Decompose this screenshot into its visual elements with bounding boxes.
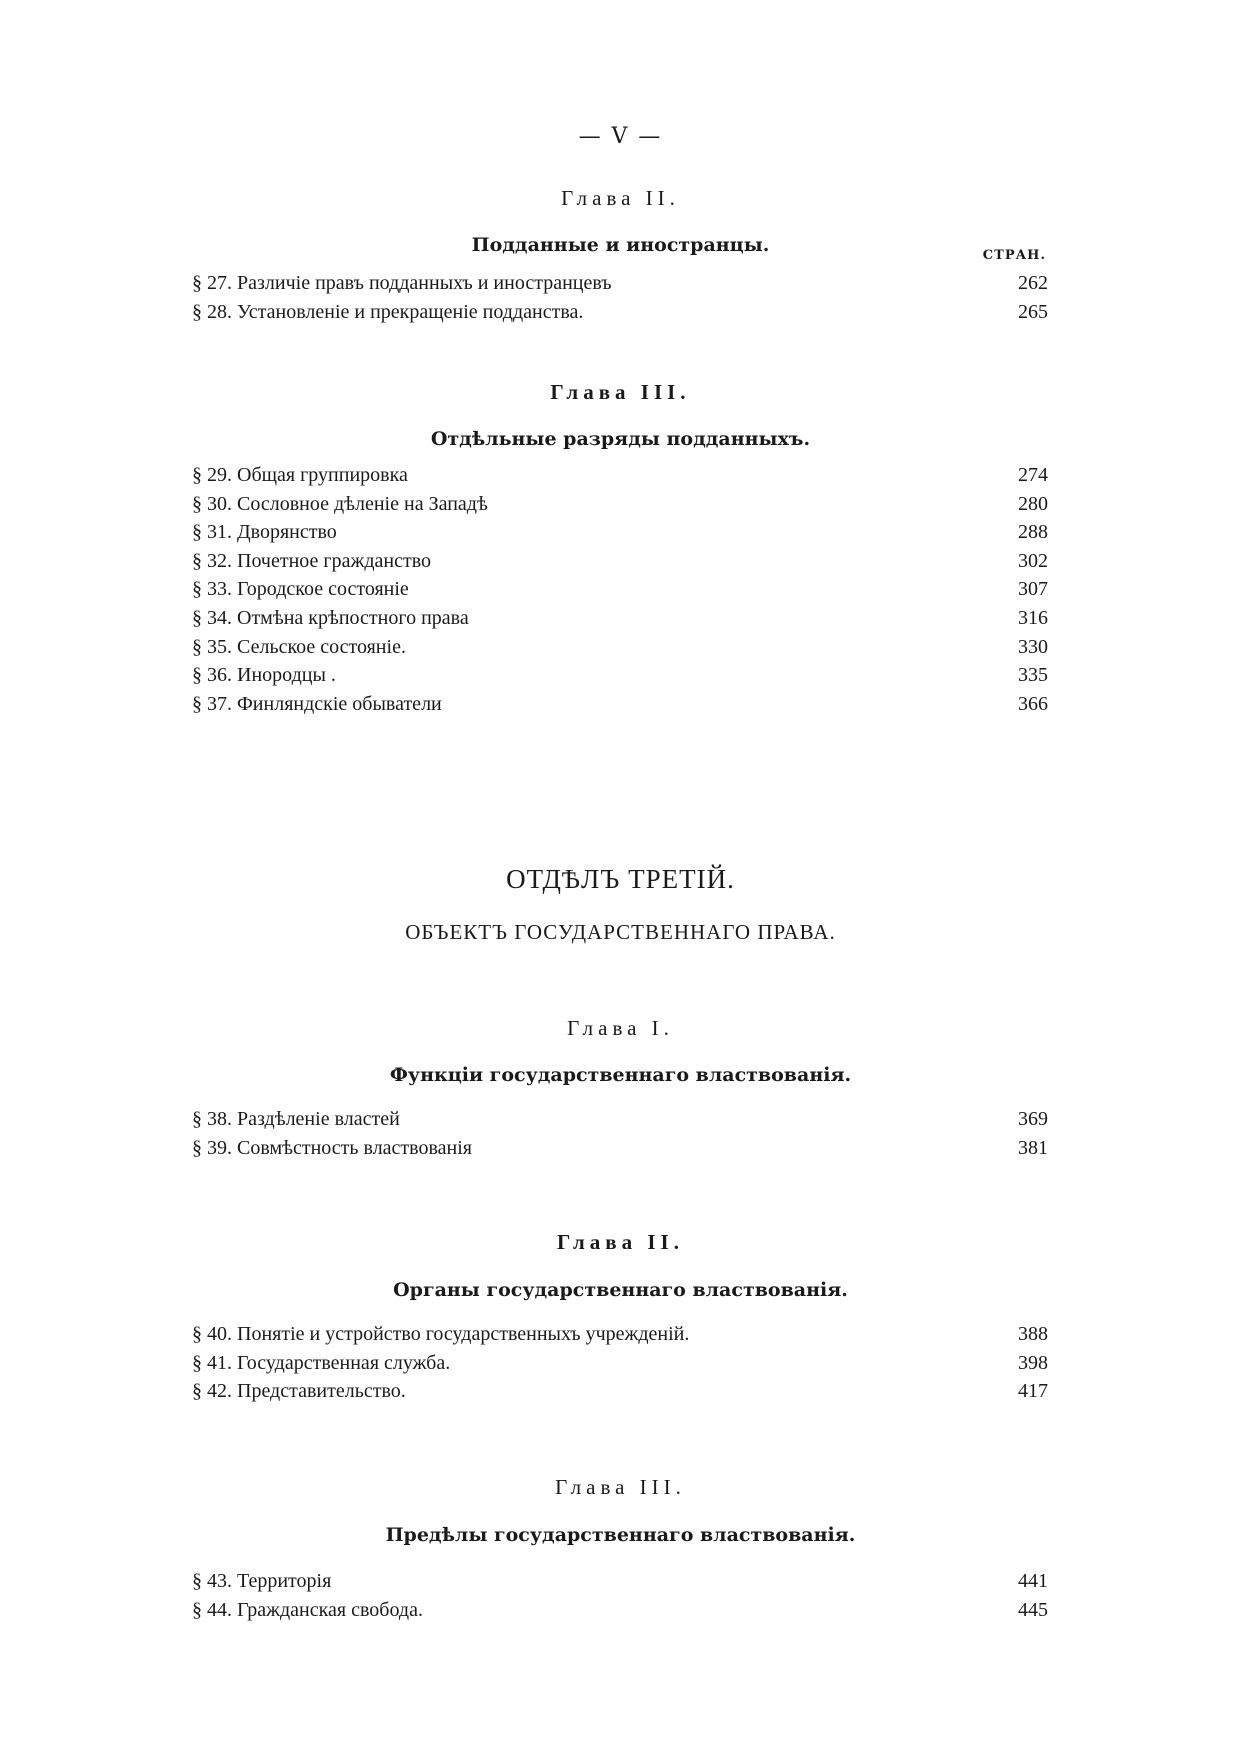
entry-page: 445 (1018, 1598, 1048, 1621)
entry-title: Государственная служба. (237, 1351, 451, 1374)
chapter-heading: Функціи государственнаго властвованія. (389, 1064, 852, 1086)
entry-title: Гражданская свобода. (237, 1598, 423, 1621)
entry-page: 388 (1018, 1323, 1048, 1345)
toc-entry[interactable] (192, 1352, 1048, 1381)
entry-page: 369 (1018, 1108, 1048, 1130)
toc-entry[interactable] (192, 301, 1048, 330)
page-column-label: СТРАН. (982, 248, 1046, 263)
chapter-title: Глава II. (557, 1230, 684, 1254)
chapter-title: Глава III. (550, 380, 691, 404)
entry-page: 335 (1018, 664, 1048, 687)
entry-page: 265 (1018, 300, 1048, 323)
entry-page: 366 (1018, 692, 1048, 715)
toc-entry[interactable] (192, 1323, 1048, 1352)
entry-title: Раздѣленіе властей (237, 1108, 400, 1130)
entry-number: § 34. (192, 606, 232, 629)
entry-number: § 29. (192, 464, 232, 486)
entry-page: 288 (1018, 521, 1048, 544)
entry-title: Понятіе и устройство государственныхъ учрежденій. (237, 1323, 690, 1345)
toc-entry[interactable] (192, 521, 1048, 550)
toc-entry-list (192, 1323, 1048, 1409)
toc-entry[interactable] (192, 1380, 1048, 1409)
toc-entry[interactable] (192, 493, 1048, 522)
toc-entry-list (192, 1108, 1048, 1165)
entry-number: § 42. (192, 1380, 232, 1403)
entry-page: 398 (1018, 1351, 1048, 1374)
chapter-heading: Подданные и иностранцы. (471, 234, 770, 256)
toc-entry[interactable] (192, 693, 1048, 722)
toc-entry[interactable] (192, 664, 1048, 693)
entry-number: § 37. (192, 692, 232, 715)
entry-number: § 27. (192, 272, 232, 294)
entry-number: § 38. (192, 1108, 232, 1130)
chapter-title: Глава I. (567, 1016, 674, 1040)
entry-page: 441 (1018, 1570, 1048, 1592)
chapter-title: Глава III. (555, 1475, 686, 1499)
entry-title: Городское состояніе (237, 578, 409, 601)
entry-number: § 36. (192, 664, 232, 687)
toc-entry[interactable] (192, 607, 1048, 636)
entry-title: Инородцы . (237, 664, 336, 687)
entry-number: § 35. (192, 635, 232, 658)
toc-entry[interactable] (192, 1137, 1048, 1166)
entry-number: § 28. (192, 300, 232, 323)
entry-number: § 40. (192, 1323, 232, 1345)
part-title: ОТДѢЛЪ ТРЕТІЙ. (506, 864, 735, 894)
entry-page: 307 (1018, 578, 1048, 601)
entry-number: § 44. (192, 1598, 232, 1621)
toc-entry-list (192, 1570, 1048, 1627)
chapter-heading: Предѣлы государственнаго властвованія. (385, 1524, 856, 1546)
entry-number: § 43. (192, 1570, 232, 1592)
part-subtitle: ОБЪЕКТЪ ГОСУДАРСТВЕННАГО ПРАВА. (405, 920, 836, 944)
entry-page: 417 (1018, 1380, 1048, 1403)
entry-title: Почетное гражданство (237, 549, 432, 572)
entry-number: § 41. (192, 1351, 232, 1374)
entry-title: Представительство. (237, 1380, 406, 1403)
toc-entry-list (192, 464, 1048, 721)
toc-entry[interactable] (192, 550, 1048, 579)
chapter-title: Глава II. (561, 186, 680, 210)
entry-number: § 30. (192, 492, 232, 515)
entry-page: 330 (1018, 635, 1048, 658)
entry-title: Различіе правъ подданныхъ и иностранцевъ (237, 272, 612, 294)
toc-entry[interactable] (192, 578, 1048, 607)
entry-number: § 39. (192, 1136, 232, 1159)
entry-title: Общая группировка (237, 464, 408, 486)
entry-page: 381 (1018, 1136, 1048, 1159)
entry-title: Дворянство (237, 521, 337, 544)
entry-title: Установленіе и прекращеніе подданства. (237, 300, 584, 323)
toc-entry[interactable] (192, 636, 1048, 665)
toc-entry[interactable] (192, 1599, 1048, 1628)
entry-number: § 33. (192, 578, 232, 601)
toc-entry[interactable] (192, 464, 1048, 493)
entry-title: Сословное дѣленіе на Западѣ (237, 492, 488, 515)
toc-entry-list (192, 272, 1048, 329)
toc-entry[interactable] (192, 1570, 1048, 1599)
entry-page: 302 (1018, 549, 1048, 572)
entry-page: 280 (1018, 492, 1048, 515)
entry-page: 262 (1018, 272, 1048, 294)
entry-title: Территорія (237, 1570, 332, 1592)
entry-title: Финляндскіе обыватели (237, 692, 442, 715)
entry-number: § 31. (192, 521, 232, 544)
chapter-heading: Отдѣльные разряды подданныхъ. (430, 428, 811, 450)
entry-page: 274 (1018, 464, 1048, 486)
chapter-heading: Органы государственнаго властвованія. (393, 1279, 848, 1301)
page-number: — V — (578, 124, 663, 149)
entry-title: Отмѣна крѣпостного права (237, 606, 469, 629)
entry-title: Совмѣстность властвованія (237, 1136, 472, 1159)
toc-entry[interactable] (192, 1108, 1048, 1137)
entry-number: § 32. (192, 549, 232, 572)
entry-page: 316 (1018, 606, 1048, 629)
toc-entry[interactable] (192, 272, 1048, 301)
entry-title: Сельское состояніе. (237, 635, 406, 658)
